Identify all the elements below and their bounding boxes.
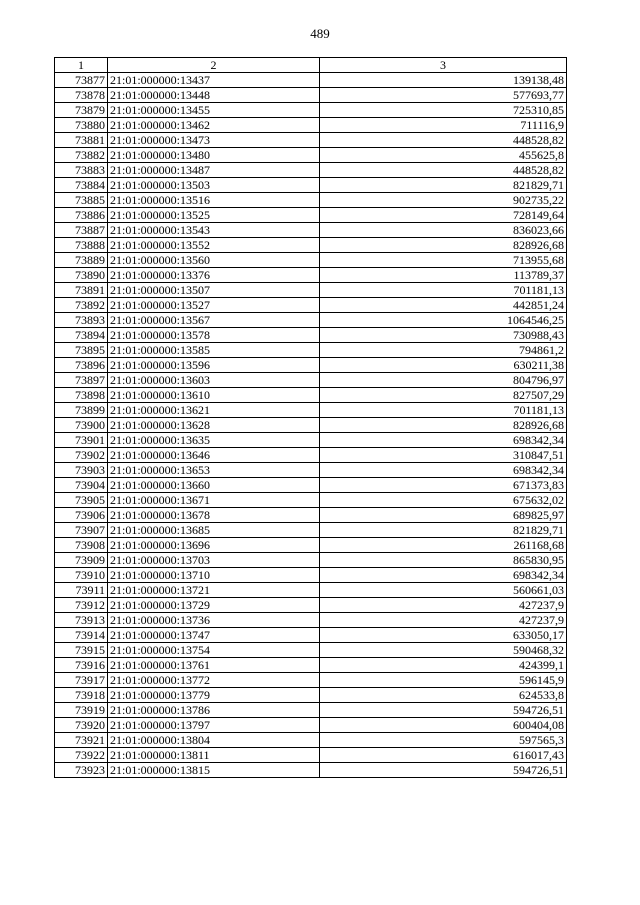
row-number-cell: 73889	[55, 253, 108, 268]
table-row	[55, 478, 567, 493]
row-number-cell: 73910	[55, 568, 108, 583]
row-number-cell: 73901	[55, 433, 108, 448]
cadastral-number-cell: 21:01:000000:13772	[108, 673, 320, 688]
value-cell: 560661,03	[320, 583, 567, 598]
cadastral-number-cell: 21:01:000000:13578	[108, 328, 320, 343]
table-row	[55, 613, 567, 628]
value-cell: 577693,77	[320, 88, 567, 103]
value-cell: 804796,97	[320, 373, 567, 388]
cadastral-number-cell: 21:01:000000:13585	[108, 343, 320, 358]
row-number-cell: 73884	[55, 178, 108, 193]
table-row	[55, 298, 567, 313]
row-number-cell: 73897	[55, 373, 108, 388]
value-cell: 600404,08	[320, 718, 567, 733]
table-row	[55, 493, 567, 508]
cadastral-number-cell: 21:01:000000:13516	[108, 193, 320, 208]
cadastral-number-cell: 21:01:000000:13448	[108, 88, 320, 103]
cadastral-number-cell: 21:01:000000:13660	[108, 478, 320, 493]
table-row	[55, 178, 567, 193]
row-number-cell: 73892	[55, 298, 108, 313]
value-cell: 594726,51	[320, 763, 567, 778]
row-number-cell: 73878	[55, 88, 108, 103]
cadastral-number-cell: 21:01:000000:13710	[108, 568, 320, 583]
row-number-cell: 73903	[55, 463, 108, 478]
table-row	[55, 643, 567, 658]
row-number-cell: 73914	[55, 628, 108, 643]
value-cell: 701181,13	[320, 283, 567, 298]
column-header-1: 1	[55, 58, 108, 73]
row-number-cell: 73912	[55, 598, 108, 613]
row-number-cell: 73899	[55, 403, 108, 418]
row-number-cell: 73917	[55, 673, 108, 688]
cadastral-number-cell: 21:01:000000:13653	[108, 463, 320, 478]
value-cell: 713955,68	[320, 253, 567, 268]
cadastral-number-cell: 21:01:000000:13804	[108, 733, 320, 748]
table-row	[55, 733, 567, 748]
row-number-cell: 73923	[55, 763, 108, 778]
table-row	[55, 763, 567, 778]
table-row	[55, 358, 567, 373]
cadastral-number-cell: 21:01:000000:13487	[108, 163, 320, 178]
row-number-cell: 73882	[55, 148, 108, 163]
cadastral-number-cell: 21:01:000000:13437	[108, 73, 320, 88]
cadastral-number-cell: 21:01:000000:13786	[108, 703, 320, 718]
value-cell: 630211,38	[320, 358, 567, 373]
value-cell: 828926,68	[320, 418, 567, 433]
table-row	[55, 163, 567, 178]
value-cell: 711116,9	[320, 118, 567, 133]
cadastral-number-cell: 21:01:000000:13480	[108, 148, 320, 163]
cadastral-number-cell: 21:01:000000:13754	[108, 643, 320, 658]
cadastral-number-cell: 21:01:000000:13567	[108, 313, 320, 328]
row-number-cell: 73905	[55, 493, 108, 508]
cadastral-number-cell: 21:01:000000:13721	[108, 583, 320, 598]
value-cell: 821829,71	[320, 178, 567, 193]
cadastral-number-cell: 21:01:000000:13678	[108, 508, 320, 523]
value-cell: 689825,97	[320, 508, 567, 523]
table-row	[55, 418, 567, 433]
row-number-cell: 73888	[55, 238, 108, 253]
table-row	[55, 283, 567, 298]
table-row	[55, 193, 567, 208]
row-number-cell: 73898	[55, 388, 108, 403]
cadastral-number-cell: 21:01:000000:13543	[108, 223, 320, 238]
cadastral-number-cell: 21:01:000000:13703	[108, 553, 320, 568]
value-cell: 310847,51	[320, 448, 567, 463]
table-row	[55, 703, 567, 718]
cadastral-number-cell: 21:01:000000:13507	[108, 283, 320, 298]
value-cell: 675632,02	[320, 493, 567, 508]
table-row	[55, 463, 567, 478]
table-row	[55, 688, 567, 703]
table-row	[55, 88, 567, 103]
cadastral-number-cell: 21:01:000000:13473	[108, 133, 320, 148]
cadastral-number-cell: 21:01:000000:13685	[108, 523, 320, 538]
cadastral-number-cell: 21:01:000000:13621	[108, 403, 320, 418]
table-row	[55, 253, 567, 268]
cadastral-number-cell: 21:01:000000:13503	[108, 178, 320, 193]
row-number-cell: 73918	[55, 688, 108, 703]
value-cell: 821829,71	[320, 523, 567, 538]
column-header-2: 2	[108, 58, 320, 73]
table-row	[55, 748, 567, 763]
row-number-cell: 73919	[55, 703, 108, 718]
value-cell: 701181,13	[320, 403, 567, 418]
cadastral-number-cell: 21:01:000000:13729	[108, 598, 320, 613]
table-row	[55, 388, 567, 403]
value-cell: 597565,3	[320, 733, 567, 748]
table-row	[55, 268, 567, 283]
table-row	[55, 553, 567, 568]
table-row	[55, 208, 567, 223]
value-cell: 448528,82	[320, 163, 567, 178]
row-number-cell: 73880	[55, 118, 108, 133]
table-row	[55, 403, 567, 418]
table-row	[55, 343, 567, 358]
value-cell: 836023,66	[320, 223, 567, 238]
row-number-cell: 73922	[55, 748, 108, 763]
row-number-cell: 73906	[55, 508, 108, 523]
cadastral-number-cell: 21:01:000000:13736	[108, 613, 320, 628]
data-table	[54, 57, 567, 778]
value-cell: 596145,9	[320, 673, 567, 688]
row-number-cell: 73909	[55, 553, 108, 568]
table-row	[55, 238, 567, 253]
cadastral-number-cell: 21:01:000000:13455	[108, 103, 320, 118]
row-number-cell: 73902	[55, 448, 108, 463]
cadastral-number-cell: 21:01:000000:13376	[108, 268, 320, 283]
row-number-cell: 73921	[55, 733, 108, 748]
value-cell: 633050,17	[320, 628, 567, 643]
cadastral-number-cell: 21:01:000000:13671	[108, 493, 320, 508]
row-number-cell: 73911	[55, 583, 108, 598]
value-cell: 424399,1	[320, 658, 567, 673]
value-cell: 624533,8	[320, 688, 567, 703]
table-row	[55, 628, 567, 643]
cadastral-number-cell: 21:01:000000:13527	[108, 298, 320, 313]
table-row	[55, 523, 567, 538]
value-cell: 427237,9	[320, 613, 567, 628]
value-cell: 261168,68	[320, 538, 567, 553]
cadastral-number-cell: 21:01:000000:13779	[108, 688, 320, 703]
table-row	[55, 433, 567, 448]
value-cell: 902735,22	[320, 193, 567, 208]
value-cell: 730988,43	[320, 328, 567, 343]
row-number-cell: 73913	[55, 613, 108, 628]
table-row	[55, 373, 567, 388]
row-number-cell: 73895	[55, 343, 108, 358]
value-cell: 698342,34	[320, 568, 567, 583]
row-number-cell: 73900	[55, 418, 108, 433]
row-number-cell: 73890	[55, 268, 108, 283]
row-number-cell: 73894	[55, 328, 108, 343]
table-header-row	[55, 58, 567, 73]
row-number-cell: 73881	[55, 133, 108, 148]
cadastral-number-cell: 21:01:000000:13811	[108, 748, 320, 763]
value-cell: 594726,51	[320, 703, 567, 718]
value-cell: 794861,2	[320, 343, 567, 358]
table-row	[55, 508, 567, 523]
row-number-cell: 73886	[55, 208, 108, 223]
cadastral-number-cell: 21:01:000000:13797	[108, 718, 320, 733]
row-number-cell: 73883	[55, 163, 108, 178]
table-row	[55, 448, 567, 463]
value-cell: 698342,34	[320, 463, 567, 478]
value-cell: 616017,43	[320, 748, 567, 763]
value-cell: 455625,8	[320, 148, 567, 163]
value-cell: 448528,82	[320, 133, 567, 148]
row-number-cell: 73893	[55, 313, 108, 328]
table-row	[55, 103, 567, 118]
value-cell: 442851,24	[320, 298, 567, 313]
row-number-cell: 73887	[55, 223, 108, 238]
row-number-cell: 73907	[55, 523, 108, 538]
row-number-cell: 73877	[55, 73, 108, 88]
table-row	[55, 718, 567, 733]
table-row	[55, 673, 567, 688]
table-row	[55, 568, 567, 583]
cadastral-number-cell: 21:01:000000:13552	[108, 238, 320, 253]
cadastral-number-cell: 21:01:000000:13628	[108, 418, 320, 433]
column-header-3: 3	[320, 58, 567, 73]
cadastral-number-cell: 21:01:000000:13747	[108, 628, 320, 643]
value-cell: 728149,64	[320, 208, 567, 223]
value-cell: 590468,32	[320, 643, 567, 658]
value-cell: 1064546,25	[320, 313, 567, 328]
row-number-cell: 73916	[55, 658, 108, 673]
cadastral-number-cell: 21:01:000000:13635	[108, 433, 320, 448]
value-cell: 113789,37	[320, 268, 567, 283]
cadastral-number-cell: 21:01:000000:13525	[108, 208, 320, 223]
value-cell: 828926,68	[320, 238, 567, 253]
cadastral-number-cell: 21:01:000000:13761	[108, 658, 320, 673]
cadastral-number-cell: 21:01:000000:13560	[108, 253, 320, 268]
cadastral-number-cell: 21:01:000000:13610	[108, 388, 320, 403]
value-cell: 827507,29	[320, 388, 567, 403]
row-number-cell: 73885	[55, 193, 108, 208]
cadastral-number-cell: 21:01:000000:13696	[108, 538, 320, 553]
table-row	[55, 133, 567, 148]
value-cell: 865830,95	[320, 553, 567, 568]
value-cell: 427237,9	[320, 598, 567, 613]
table-body	[55, 73, 567, 778]
table-row	[55, 538, 567, 553]
cadastral-number-cell: 21:01:000000:13596	[108, 358, 320, 373]
row-number-cell: 73879	[55, 103, 108, 118]
row-number-cell: 73904	[55, 478, 108, 493]
page-number: 489	[310, 26, 330, 41]
row-number-cell: 73920	[55, 718, 108, 733]
row-number-cell: 73915	[55, 643, 108, 658]
table-row	[55, 583, 567, 598]
value-cell: 698342,34	[320, 433, 567, 448]
cadastral-number-cell: 21:01:000000:13815	[108, 763, 320, 778]
cadastral-number-cell: 21:01:000000:13462	[108, 118, 320, 133]
row-number-cell: 73896	[55, 358, 108, 373]
table-row	[55, 313, 567, 328]
value-cell: 725310,85	[320, 103, 567, 118]
value-cell: 139138,48	[320, 73, 567, 88]
row-number-cell: 73908	[55, 538, 108, 553]
table-row	[55, 118, 567, 133]
table-row	[55, 328, 567, 343]
table-row	[55, 73, 567, 88]
table-row	[55, 658, 567, 673]
value-cell: 671373,83	[320, 478, 567, 493]
table-row	[55, 223, 567, 238]
cadastral-number-cell: 21:01:000000:13603	[108, 373, 320, 388]
table-row	[55, 148, 567, 163]
table-row	[55, 598, 567, 613]
cadastral-number-cell: 21:01:000000:13646	[108, 448, 320, 463]
row-number-cell: 73891	[55, 283, 108, 298]
